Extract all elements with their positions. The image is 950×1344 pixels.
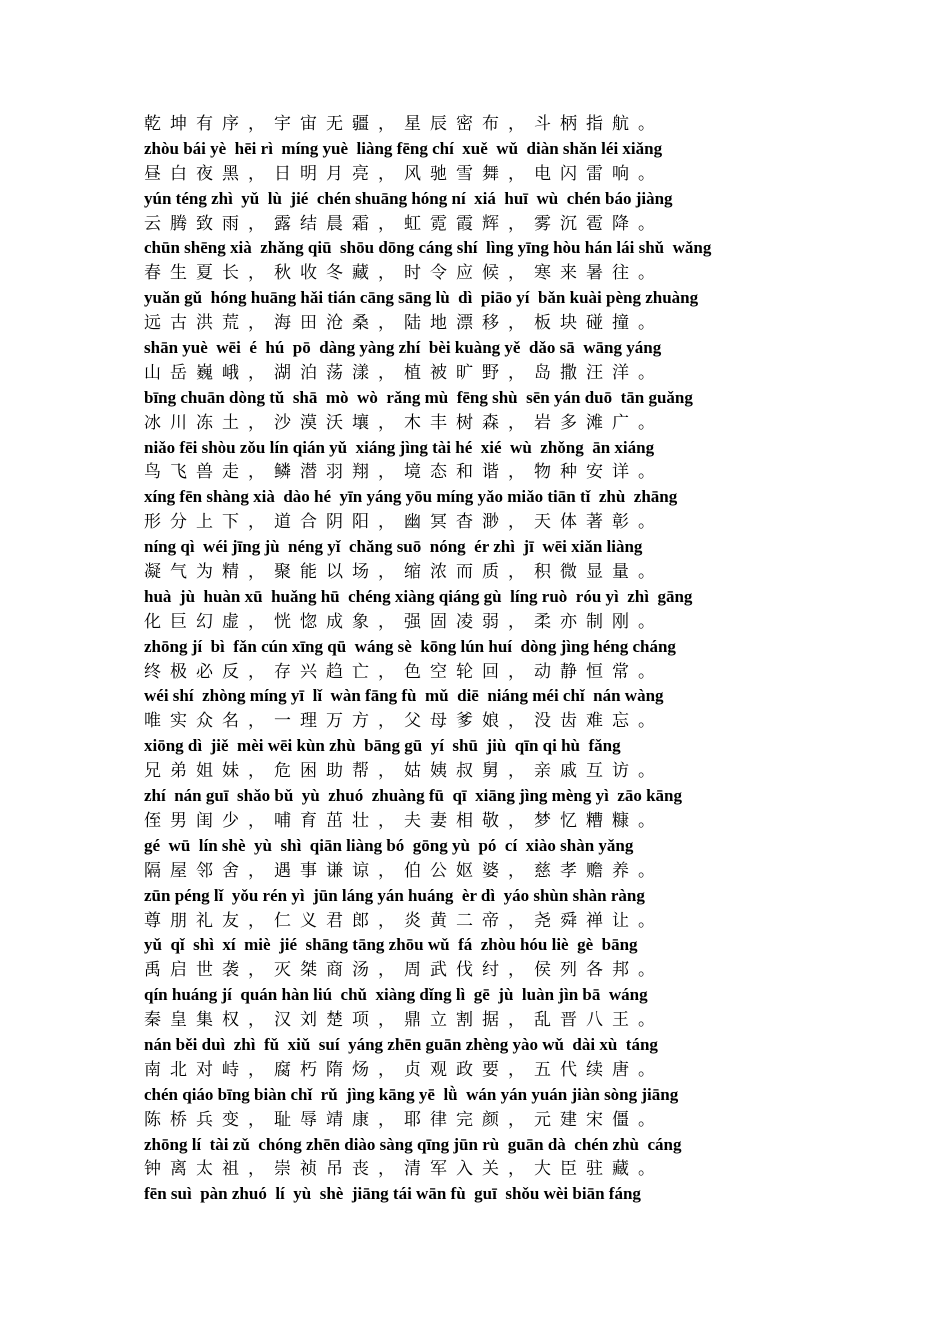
- pinyin-line: wéi shí zhòng míng yī lǐ wàn fāng fù mǔ diē niáng méi chǐ nán wàng: [144, 686, 664, 706]
- hanzi-line: 冰川冻土，沙漠沃壤，木丰树森，岩多滩广。: [144, 412, 664, 433]
- hanzi-line: 侄男闺少，哺育茁壮，夫妻相敬，梦忆糟糠。: [144, 810, 664, 831]
- pinyin-line: zhòu bái yè hēi rì míng yuè liàng fēng chí xuě wǔ diàn shǎn léi xiǎng: [144, 138, 663, 158]
- hanzi-line: 鸟飞兽走，鳞潜羽翔，境态和谐，物种安详。: [144, 462, 664, 483]
- pinyin-line: xiōng dì jiě mèi wēi kùn zhù bāng gū yí shū jiù qīn qi hù fǎng: [144, 736, 621, 756]
- pinyin-line: bīng chuān dòng tǔ shā mò wò rǎng mù fēng shù sēn yán duō tān guǎng: [144, 387, 693, 407]
- pinyin-line: fēn suì pàn zhuó lí yù shè jiāng tái wān fù guī shǒu wèi biān fáng: [144, 1184, 641, 1204]
- hanzi-line: 陈桥兵变，耻辱靖康，耶律完颜，元建宋僵。: [144, 1109, 664, 1130]
- hanzi-line: 隔屋邻舍，遇事谦谅，伯公妪婆，慈孝赡养。: [144, 860, 664, 881]
- hanzi-line: 禹启世袭，灭桀商汤，周武伐纣，侯列各邦。: [144, 960, 664, 981]
- hanzi-line: 云腾致雨，露结晨霜，虹霓霞辉，雾沉雹降。: [144, 213, 664, 234]
- hanzi-line: 乾坤有序，宇宙无疆，星辰密布，斗柄指航。: [144, 114, 664, 134]
- pinyin-line: qín huáng jí quán hàn liú chǔ xiàng dǐng lì gē jù luàn jìn bā wáng: [144, 985, 648, 1005]
- hanzi-line: 化巨幻虚，恍惚成象，强固凌弱，柔亦制刚。: [144, 611, 664, 632]
- pinyin-line: zūn péng lǐ yǒu rén yì jūn láng yán huáng èr dì yáo shùn shàn ràng: [144, 885, 645, 905]
- pinyin-line: yǔ qǐ shì xí miè jié shāng tāng zhōu wǔ fá zhòu hóu liè gè bāng: [144, 935, 638, 955]
- hanzi-line: 兄弟姐妹，危困助帮，姑姨叔舅，亲戚互访。: [144, 761, 664, 782]
- hanzi-line: 凝气为精，聚能以场，缩浓而质，积微显量。: [144, 562, 664, 583]
- hanzi-line: 钟离太祖，崇祯吊丧，清军入关，大臣驻藏。: [144, 1159, 664, 1180]
- pinyin-line: gé wū lín shè yù shì qiān liàng bó gōng yù pó cí xiào shàn yǎng: [144, 835, 634, 855]
- hanzi-line: 昼白夜黑，日明月亮，风驰雪舞，电闪雷响。: [144, 163, 664, 184]
- pinyin-line: xíng fēn shàng xià dào hé yīn yáng yōu míng yǎo miǎo tiān tǐ zhù zhāng: [144, 487, 678, 507]
- hanzi-line: 唯实众名，一理万方，父母爹娘，没齿难忘。: [144, 711, 664, 732]
- pinyin-line: huà jù huàn xū huǎng hū chéng xiàng qiáng gù líng ruò róu yì zhì gāng: [144, 586, 693, 606]
- hanzi-line: 秦皇集权，汉刘楚项，鼎立割据，乱晋八王。: [144, 1010, 664, 1031]
- pinyin-line: zhōng lí tài zǔ chóng zhēn diào sàng qīng jūn rù guān dà chén zhù cáng: [144, 1134, 682, 1154]
- pinyin-line: níng qì wéi jīng jù néng yǐ chǎng suō nóng ér zhì jī wēi xiǎn liàng: [144, 537, 643, 557]
- pinyin-line: yún téng zhì yǔ lù jié chén shuāng hóng ní xiá huī wù chén báo jiàng: [144, 188, 673, 208]
- hanzi-line: 终极必反，存兴趋亡，色空轮回，动静恒常。: [144, 661, 664, 682]
- pinyin-line: niǎo fēi shòu zǒu lín qián yǔ xiáng jìng tài hé xié wù zhǒng ān xiáng: [144, 437, 655, 457]
- hanzi-line: 形分上下，道合阴阳，幽冥杳渺，天体著彰。: [144, 512, 664, 533]
- pinyin-line: yuǎn gǔ hóng huāng hǎi tián cāng sāng lù dì piāo yí bǎn kuài pèng zhuàng: [144, 288, 699, 308]
- hanzi-line: 春生夏长，秋收冬藏，时令应候，寒来暑往。: [144, 263, 664, 284]
- hanzi-line: 远古洪荒，海田沧桑，陆地漂移，板块碰撞。: [144, 313, 664, 334]
- pinyin-line: chūn shēng xià zhǎng qiū shōu dōng cáng shí lìng yīng hòu hán lái shǔ wǎng: [144, 238, 712, 258]
- pinyin-line: chén qiáo bīng biàn chǐ rǔ jìng kāng yē lǜ wán yán yuán jiàn sòng jiāng: [144, 1084, 679, 1104]
- text-body: [144, 112, 844, 1207]
- pinyin-line: zhōng jí bì fǎn cún xīng qū wáng sè kōng lún huí dòng jìng héng cháng: [144, 636, 676, 656]
- hanzi-line: 南北对峙，腐朽隋炀，贞观政要，五代续唐。: [144, 1059, 664, 1080]
- pinyin-line: nán běi duì zhì fǔ xiǔ suí yáng zhēn guān zhèng yào wǔ dài xù táng: [144, 1034, 658, 1054]
- hanzi-line: 山岳巍峨，湖泊荡漾，植被旷野，岛撒汪洋。: [144, 362, 664, 383]
- hanzi-line: 尊朋礼友，仁义君郎，炎黄二帝，尧舜禅让。: [144, 910, 664, 931]
- pinyin-line: shān yuè wēi é hú pō dàng yàng zhí bèi kuàng yě dǎo sā wāng yáng: [144, 338, 662, 358]
- pinyin-line: zhí nán guī shǎo bǔ yù zhuó zhuàng fū qī xiāng jìng mèng yì zāo kāng: [144, 786, 683, 806]
